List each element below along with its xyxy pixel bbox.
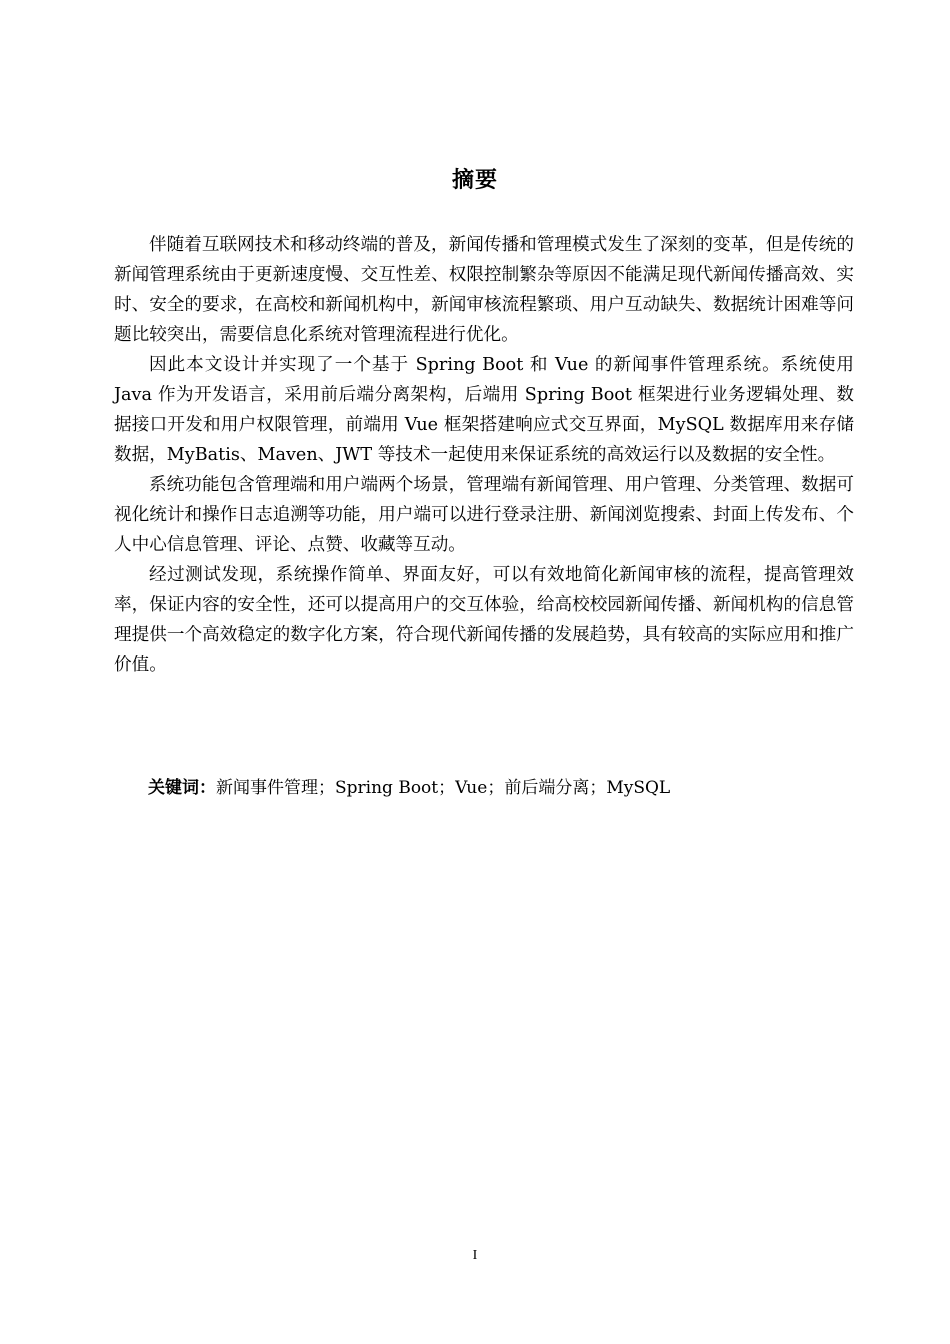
abstract-body (114, 230, 854, 680)
abstract-paragraph-1: 伴随着互联网技术和移动终端的普及，新闻传播和管理模式发生了深刻的变革，但是传统的新闻管理系统由于更新速度慢、交互性差、权限控制繁杂等原因不能满足现代新闻传播高效、实时、安全的要求，在高校和新闻机构中，新闻审核流程繁琐、用户互动缺失、数据统计困难等问题比较突出，需要信息化系统对管理流程进行优化。 (114, 235, 854, 345)
abstract-paragraph-3: 系统功能包含管理端和用户端两个场景，管理端有新闻管理、用户管理、分类管理、数据可视化统计和操作日志追溯等功能，用户端可以进行登录注册、新闻浏览搜索、封面上传发布、个人中心信息管理、评论、点赞、收藏等互动。 (114, 475, 854, 555)
abstract-title: 摘要 (451, 168, 498, 193)
abstract-paragraph-2: 因此本文设计并实现了一个基于 Spring Boot 和 Vue 的新闻事件管理系统。系统使用 Java 作为开发语言，采用前后端分离架构，后端用 Spring Boot 框架进行业务逻辑处理、数据接口开发和用户权限管理，前端用 Vue 框架搭建响应式交互界面，MySQL 数据库用来存储数据，MyBatis、Maven、JWT 等技术一起使用来保证系统的高效运行以及数据的安全性。 (114, 355, 854, 465)
keywords-list: 新闻事件管理；Spring Boot；Vue；前后端分离；MySQL (216, 778, 671, 798)
abstract-paragraph-4: 经过测试发现，系统操作简单、界面友好，可以有效地简化新闻审核的流程，提高管理效率，保证内容的安全性，还可以提高用户的交互体验，给高校校园新闻传播、新闻机构的信息管理提供一个高效稳定的数字化方案，符合现代新闻传播的发展趋势，具有较高的实际应用和推广价值。 (114, 565, 854, 675)
keywords-line (148, 773, 848, 803)
page-number: I (472, 1248, 478, 1263)
keywords-label: 关键词： (148, 778, 216, 798)
